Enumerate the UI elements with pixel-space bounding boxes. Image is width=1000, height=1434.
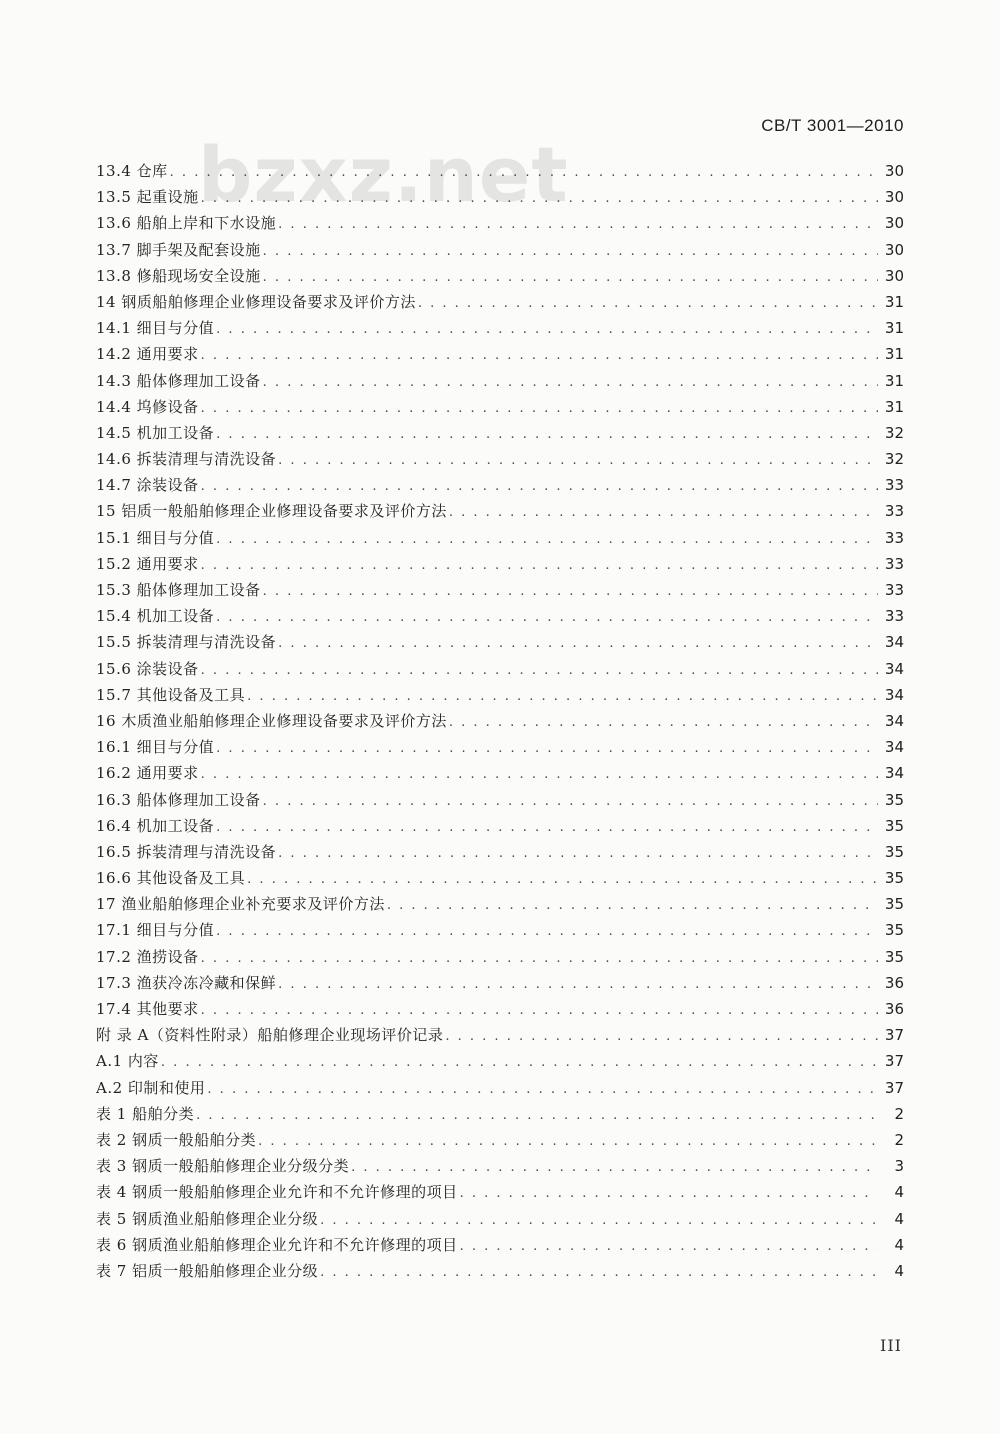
toc-entry-title: 15.1 细目与分值 — [96, 528, 215, 547]
dot-leader — [201, 658, 878, 684]
toc-entry[interactable] — [96, 210, 904, 236]
toc-entry-page: 32 — [884, 450, 904, 469]
toc-entry[interactable] — [96, 420, 904, 446]
toc-entry-page: 31 — [884, 397, 904, 416]
toc-entry[interactable] — [96, 970, 904, 996]
dot-leader — [201, 946, 878, 972]
toc-entry[interactable] — [96, 813, 904, 839]
toc-entry[interactable] — [96, 682, 904, 708]
toc-entry[interactable] — [96, 865, 904, 891]
toc-entry-page: 31 — [884, 292, 904, 311]
dot-leader — [201, 762, 878, 788]
dot-leader — [201, 186, 878, 212]
toc-entry-page: 34 — [884, 711, 904, 730]
dot-leader — [216, 422, 878, 448]
toc-entry-title: 附 录 A（资料性附录）船舶修理企业现场评价记录 — [96, 1026, 444, 1045]
toc-entry[interactable] — [96, 839, 904, 865]
toc-entry[interactable] — [96, 1022, 904, 1048]
toc-entry-page: 31 — [884, 371, 904, 390]
dot-leader — [387, 893, 878, 919]
toc-entry-title: 13.6 船舶上岸和下水设施 — [96, 214, 277, 233]
watermark: bzxz.net — [198, 130, 569, 219]
dot-leader — [263, 370, 878, 396]
dot-leader — [320, 1208, 878, 1234]
toc-entry-page: 31 — [884, 319, 904, 338]
toc-entry-page: 37 — [884, 1078, 904, 1097]
toc-entry-title: 16.4 机加工设备 — [96, 816, 215, 835]
toc-entry[interactable] — [96, 446, 904, 472]
toc-entry-title: 14.3 船体修理加工设备 — [96, 371, 261, 390]
toc-entry-title: 表 1 船舶分类 — [96, 1104, 195, 1123]
toc-entry-page: 4 — [894, 1209, 904, 1228]
toc-entry-page: 3 — [894, 1157, 904, 1176]
toc-entry-title: 表 4 钢质一般船舶修理企业允许和不允许修理的项目 — [96, 1183, 458, 1202]
toc-entry[interactable] — [96, 656, 904, 682]
page-number: III — [880, 1336, 902, 1355]
dot-leader — [449, 710, 878, 736]
toc-entry-title: 14.2 通用要求 — [96, 345, 199, 364]
toc-entry-title: 17.1 细目与分值 — [96, 921, 215, 940]
toc-entry-page: 2 — [894, 1130, 904, 1149]
toc-entry[interactable] — [96, 917, 904, 943]
toc-entry-page: 34 — [884, 685, 904, 704]
toc-entry[interactable] — [96, 289, 904, 315]
toc-entry[interactable] — [96, 1101, 904, 1127]
toc-entry-page: 32 — [884, 423, 904, 442]
table-of-contents — [96, 158, 904, 1284]
toc-entry-title: A.2 印制和使用 — [96, 1078, 206, 1097]
toc-entry[interactable] — [96, 498, 904, 524]
toc-entry[interactable] — [96, 577, 904, 603]
toc-entry-title: 17.3 渔获冷冻冷藏和保鲜 — [96, 973, 277, 992]
toc-entry[interactable] — [96, 472, 904, 498]
toc-entry-title: 14.1 细目与分值 — [96, 319, 215, 338]
toc-entry-title: 15.6 涂装设备 — [96, 659, 199, 678]
toc-entry[interactable] — [96, 184, 904, 210]
dot-leader — [201, 553, 878, 579]
toc-entry-title: 16.2 通用要求 — [96, 764, 199, 783]
toc-entry-title: 16.1 细目与分值 — [96, 738, 215, 757]
toc-entry-title: 表 3 钢质一般船舶修理企业分级分类 — [96, 1157, 350, 1176]
dot-leader — [201, 343, 878, 369]
toc-entry-page: 35 — [884, 842, 904, 861]
toc-entry-page: 34 — [884, 764, 904, 783]
dot-leader — [351, 1155, 878, 1181]
toc-entry-title: 14 钢质船舶修理企业修理设备要求及评价方法 — [96, 292, 416, 311]
toc-entry-page: 37 — [884, 1052, 904, 1071]
toc-entry-title: 16.6 其他设备及工具 — [96, 869, 246, 888]
toc-entry-title: A.1 内容 — [96, 1052, 159, 1071]
dot-leader — [216, 527, 878, 553]
toc-entry[interactable] — [96, 944, 904, 970]
toc-entry-page: 30 — [884, 214, 904, 233]
toc-entry[interactable] — [96, 1048, 904, 1074]
toc-entry[interactable] — [96, 1075, 904, 1101]
toc-entry[interactable] — [96, 1153, 904, 1179]
toc-entry[interactable] — [96, 1179, 904, 1205]
toc-entry-page: 30 — [884, 188, 904, 207]
dot-leader — [161, 1050, 878, 1076]
dot-leader — [216, 736, 878, 762]
toc-entry[interactable] — [96, 629, 904, 655]
dot-leader — [460, 1234, 878, 1260]
toc-entry-page: 4 — [894, 1235, 904, 1254]
dot-leader — [247, 684, 878, 710]
dot-leader — [201, 998, 878, 1024]
toc-entry-page: 4 — [894, 1261, 904, 1280]
toc-entry-page: 33 — [884, 476, 904, 495]
toc-entry-title: 15 铝质一般船舶修理企业修理设备要求及评价方法 — [96, 502, 447, 521]
dot-leader — [201, 396, 878, 422]
toc-entry[interactable] — [96, 708, 904, 734]
dot-leader — [445, 1024, 878, 1050]
dot-leader — [216, 605, 878, 631]
toc-entry[interactable] — [96, 1232, 904, 1258]
toc-entry[interactable] — [96, 1127, 904, 1153]
dot-leader — [247, 867, 878, 893]
toc-entry-title: 14.7 涂装设备 — [96, 476, 199, 495]
toc-entry-title: 17 渔业船舶修理企业补充要求及评价方法 — [96, 895, 385, 914]
toc-entry-title: 15.5 拆装清理与清洗设备 — [96, 633, 277, 652]
dot-leader — [263, 789, 878, 815]
toc-entry-page: 2 — [894, 1104, 904, 1123]
dot-leader — [278, 212, 878, 238]
dot-leader — [263, 579, 878, 605]
toc-entry-page: 30 — [884, 266, 904, 285]
dot-leader — [418, 291, 878, 317]
toc-entry[interactable] — [96, 734, 904, 760]
dot-leader — [207, 1077, 878, 1103]
toc-entry-page: 33 — [884, 581, 904, 599]
toc-entry-title: 13.4 仓库 — [96, 162, 168, 180]
toc-entry-title: 15.7 其他设备及工具 — [96, 685, 246, 704]
dot-leader — [170, 160, 878, 186]
toc-entry-page: 35 — [884, 947, 904, 966]
dot-leader — [278, 448, 878, 474]
toc-entry-title: 16.3 船体修理加工设备 — [96, 790, 261, 809]
dot-leader — [278, 631, 878, 657]
toc-entry-title: 15.2 通用要求 — [96, 554, 199, 573]
toc-entry[interactable] — [96, 263, 904, 289]
toc-entry-page: 33 — [884, 607, 904, 626]
standard-code: CB/T 3001—2010 — [761, 116, 904, 135]
toc-entry-page: 35 — [884, 816, 904, 835]
toc-entry-title: 表 5 钢质渔业船舶修理企业分级 — [96, 1209, 319, 1228]
toc-entry-page: 34 — [884, 738, 904, 757]
dot-leader — [216, 919, 878, 945]
toc-entry-title: 表 6 钢质渔业船舶修理企业允许和不允许修理的项目 — [96, 1235, 458, 1254]
dot-leader — [263, 239, 878, 265]
toc-entry-page: 34 — [884, 659, 904, 678]
toc-entry-page: 30 — [884, 240, 904, 259]
dot-leader — [278, 841, 878, 867]
toc-entry[interactable] — [96, 996, 904, 1022]
toc-entry-title: 17.4 其他要求 — [96, 1000, 199, 1018]
dot-leader — [216, 317, 878, 343]
toc-entry-page: 35 — [884, 921, 904, 940]
toc-entry-title: 14.6 拆装清理与清洗设备 — [96, 450, 277, 469]
toc-entry-title: 13.8 修船现场安全设施 — [96, 266, 261, 285]
toc-entry-page: 33 — [884, 528, 904, 547]
toc-entry[interactable] — [96, 1258, 904, 1284]
dot-leader — [263, 265, 878, 291]
toc-entry-title: 表 7 铝质一般船舶修理企业分级 — [96, 1261, 319, 1280]
toc-entry[interactable] — [96, 787, 904, 813]
toc-entry-title: 16 木质渔业船舶修理企业修理设备要求及评价方法 — [96, 711, 447, 730]
toc-entry-page: 35 — [884, 895, 904, 914]
toc-entry-page: 30 — [884, 162, 904, 180]
toc-entry-page: 36 — [884, 1000, 904, 1018]
toc-entry[interactable] — [96, 158, 904, 184]
toc-entry[interactable] — [96, 315, 904, 341]
toc-entry[interactable] — [96, 341, 904, 367]
toc-entry-title: 15.3 船体修理加工设备 — [96, 581, 261, 599]
toc-entry[interactable] — [96, 760, 904, 786]
toc-entry[interactable] — [96, 394, 904, 420]
toc-entry-page: 31 — [884, 345, 904, 364]
toc-entry[interactable] — [96, 891, 904, 917]
dot-leader — [449, 500, 878, 526]
toc-entry[interactable] — [96, 237, 904, 263]
dot-leader — [320, 1260, 878, 1286]
toc-entry[interactable] — [96, 1206, 904, 1232]
toc-entry[interactable] — [96, 525, 904, 551]
toc-entry-title: 15.4 机加工设备 — [96, 607, 215, 626]
toc-entry-title: 13.5 起重设施 — [96, 188, 199, 207]
toc-entry-page: 33 — [884, 502, 904, 521]
toc-entry[interactable] — [96, 603, 904, 629]
toc-entry[interactable] — [96, 368, 904, 394]
toc-entry-page: 37 — [884, 1026, 904, 1045]
dot-leader — [201, 474, 878, 500]
toc-entry-title: 13.7 脚手架及配套设施 — [96, 240, 261, 259]
toc-entry-page: 35 — [884, 790, 904, 809]
dot-leader — [258, 1129, 878, 1155]
toc-entry-page: 34 — [884, 633, 904, 652]
dot-leader — [278, 972, 878, 998]
toc-entry-title: 17.2 渔捞设备 — [96, 947, 199, 966]
toc-entry-page: 35 — [884, 869, 904, 888]
dot-leader — [216, 815, 878, 841]
toc-entry-title: 16.5 拆装清理与清洗设备 — [96, 842, 277, 861]
toc-entry-title: 14.5 机加工设备 — [96, 423, 215, 442]
toc-entry-page: 33 — [884, 554, 904, 573]
toc-entry-title: 14.4 坞修设备 — [96, 397, 199, 416]
toc-entry[interactable] — [96, 551, 904, 577]
dot-leader — [196, 1103, 878, 1129]
toc-entry-page: 36 — [884, 973, 904, 992]
dot-leader — [460, 1181, 878, 1207]
toc-entry-page: 4 — [894, 1183, 904, 1202]
toc-entry-title: 表 2 钢质一般船舶分类 — [96, 1130, 257, 1149]
